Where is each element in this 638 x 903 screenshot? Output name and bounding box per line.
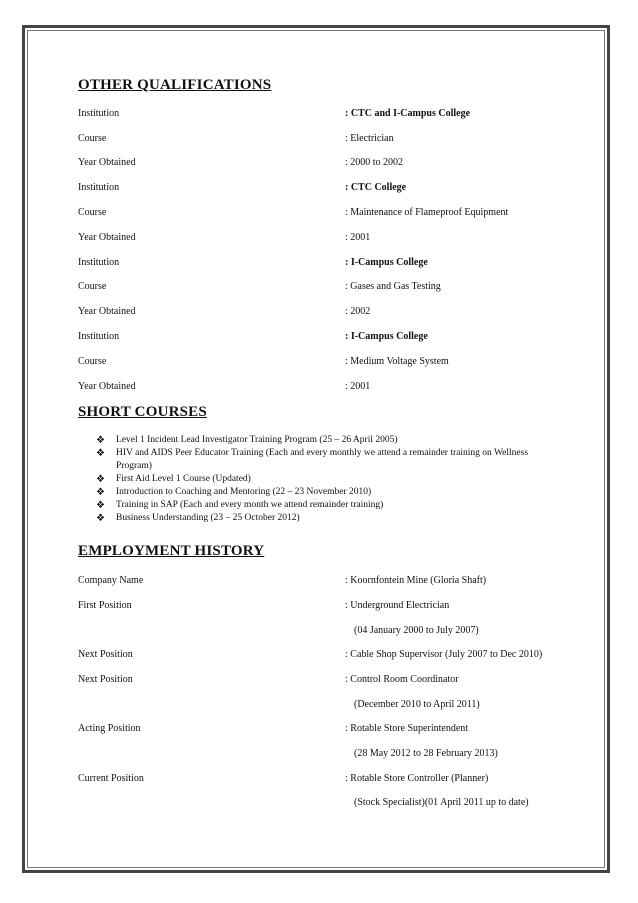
diamond-bullet-icon: ❖ bbox=[96, 435, 105, 446]
short-course-item bbox=[96, 512, 566, 525]
employment-label: Current Position bbox=[78, 773, 144, 784]
qualification-label: Year Obtained bbox=[78, 157, 136, 168]
employment-value: : Control Room Coordinator bbox=[345, 674, 459, 685]
diamond-bullet-icon: ❖ bbox=[96, 487, 105, 498]
qualification-label: Course bbox=[78, 133, 107, 144]
qualification-label: Year Obtained bbox=[78, 232, 136, 243]
qualification-label: Institution bbox=[78, 257, 120, 268]
qualification-label: Course bbox=[78, 356, 107, 367]
qualification-label: Course bbox=[78, 207, 107, 218]
other-qualifications-heading: OTHER QUALIFICATIONS bbox=[78, 77, 272, 93]
short-courses-list bbox=[96, 434, 566, 525]
employment-value: (04 January 2000 to July 2007) bbox=[354, 625, 479, 636]
qualification-label: Course bbox=[78, 281, 107, 292]
qualification-label: Institution bbox=[78, 108, 120, 119]
qualification-value: : 2001 bbox=[345, 381, 371, 392]
employment-value: : Koornfontein Mine (Gloria Shaft) bbox=[345, 575, 487, 586]
qualification-label: Year Obtained bbox=[78, 381, 136, 392]
qualification-value: : Medium Voltage System bbox=[345, 356, 449, 367]
employment-label: Next Position bbox=[78, 649, 133, 660]
diamond-bullet-icon: ❖ bbox=[96, 448, 105, 459]
qualification-value: : Maintenance of Flameproof Equipment bbox=[345, 207, 509, 218]
short-course-text: Training in SAP (Each and every month we attend remainder training) bbox=[116, 500, 384, 510]
qualification-value: : CTC College bbox=[345, 182, 407, 193]
qualification-value: : I-Campus College bbox=[345, 257, 428, 268]
qualification-value: : CTC and I-Campus College bbox=[345, 108, 471, 119]
employment-value: : Rotable Store Controller (Planner) bbox=[345, 773, 489, 784]
qualification-value: : 2002 bbox=[345, 306, 371, 317]
short-courses-heading: SHORT COURSES bbox=[78, 404, 207, 420]
employment-label: Company Name bbox=[78, 575, 144, 586]
short-course-text: First Aid Level 1 Course (Updated) bbox=[116, 474, 251, 484]
short-course-item bbox=[96, 486, 566, 499]
qualification-value: : 2001 bbox=[345, 232, 371, 243]
employment-value: (December 2010 to April 2011) bbox=[354, 699, 480, 710]
qualification-value: : 2000 to 2002 bbox=[345, 157, 404, 168]
qualification-value: : I-Campus College bbox=[345, 331, 428, 342]
employment-value: : Cable Shop Supervisor (July 2007 to Dec 2010) bbox=[345, 649, 543, 660]
qualification-label: Year Obtained bbox=[78, 306, 136, 317]
employment-value: : Rotable Store Superintendent bbox=[345, 723, 469, 734]
short-course-item bbox=[96, 434, 566, 447]
short-course-text: Introduction to Coaching and Mentoring (22 – 23 November 2010) bbox=[116, 487, 372, 497]
employment-value: (28 May 2012 to 28 February 2013) bbox=[354, 748, 498, 759]
short-course-text: HIV and AIDS Peer Educator Training (Each and every monthly we attend a remainder training on Wellness Program) bbox=[116, 448, 529, 471]
qualification-label: Institution bbox=[78, 182, 120, 193]
diamond-bullet-icon: ❖ bbox=[96, 513, 105, 524]
short-course-text: Business Understanding (23 – 25 October 2012) bbox=[116, 513, 300, 523]
employment-value: : Underground Electrician bbox=[345, 600, 450, 611]
short-course-text: Level 1 Incident Lead Investigator Training Program (25 – 26 April 2005) bbox=[116, 435, 398, 445]
qualification-value: : Electrician bbox=[345, 133, 394, 144]
diamond-bullet-icon: ❖ bbox=[96, 474, 105, 485]
employment-label: First Position bbox=[78, 600, 132, 611]
short-course-item bbox=[96, 499, 566, 512]
qualification-label: Institution bbox=[78, 331, 120, 342]
short-course-item bbox=[96, 447, 566, 473]
employment-history-heading: EMPLOYMENT HISTORY bbox=[78, 543, 265, 559]
qualification-value: : Gases and Gas Testing bbox=[345, 281, 441, 292]
short-course-item bbox=[96, 473, 566, 486]
diamond-bullet-icon: ❖ bbox=[96, 500, 105, 511]
employment-label: Acting Position bbox=[78, 723, 141, 734]
employment-label: Next Position bbox=[78, 674, 133, 685]
employment-value: (Stock Specialist)(01 April 2011 up to date) bbox=[354, 797, 529, 808]
